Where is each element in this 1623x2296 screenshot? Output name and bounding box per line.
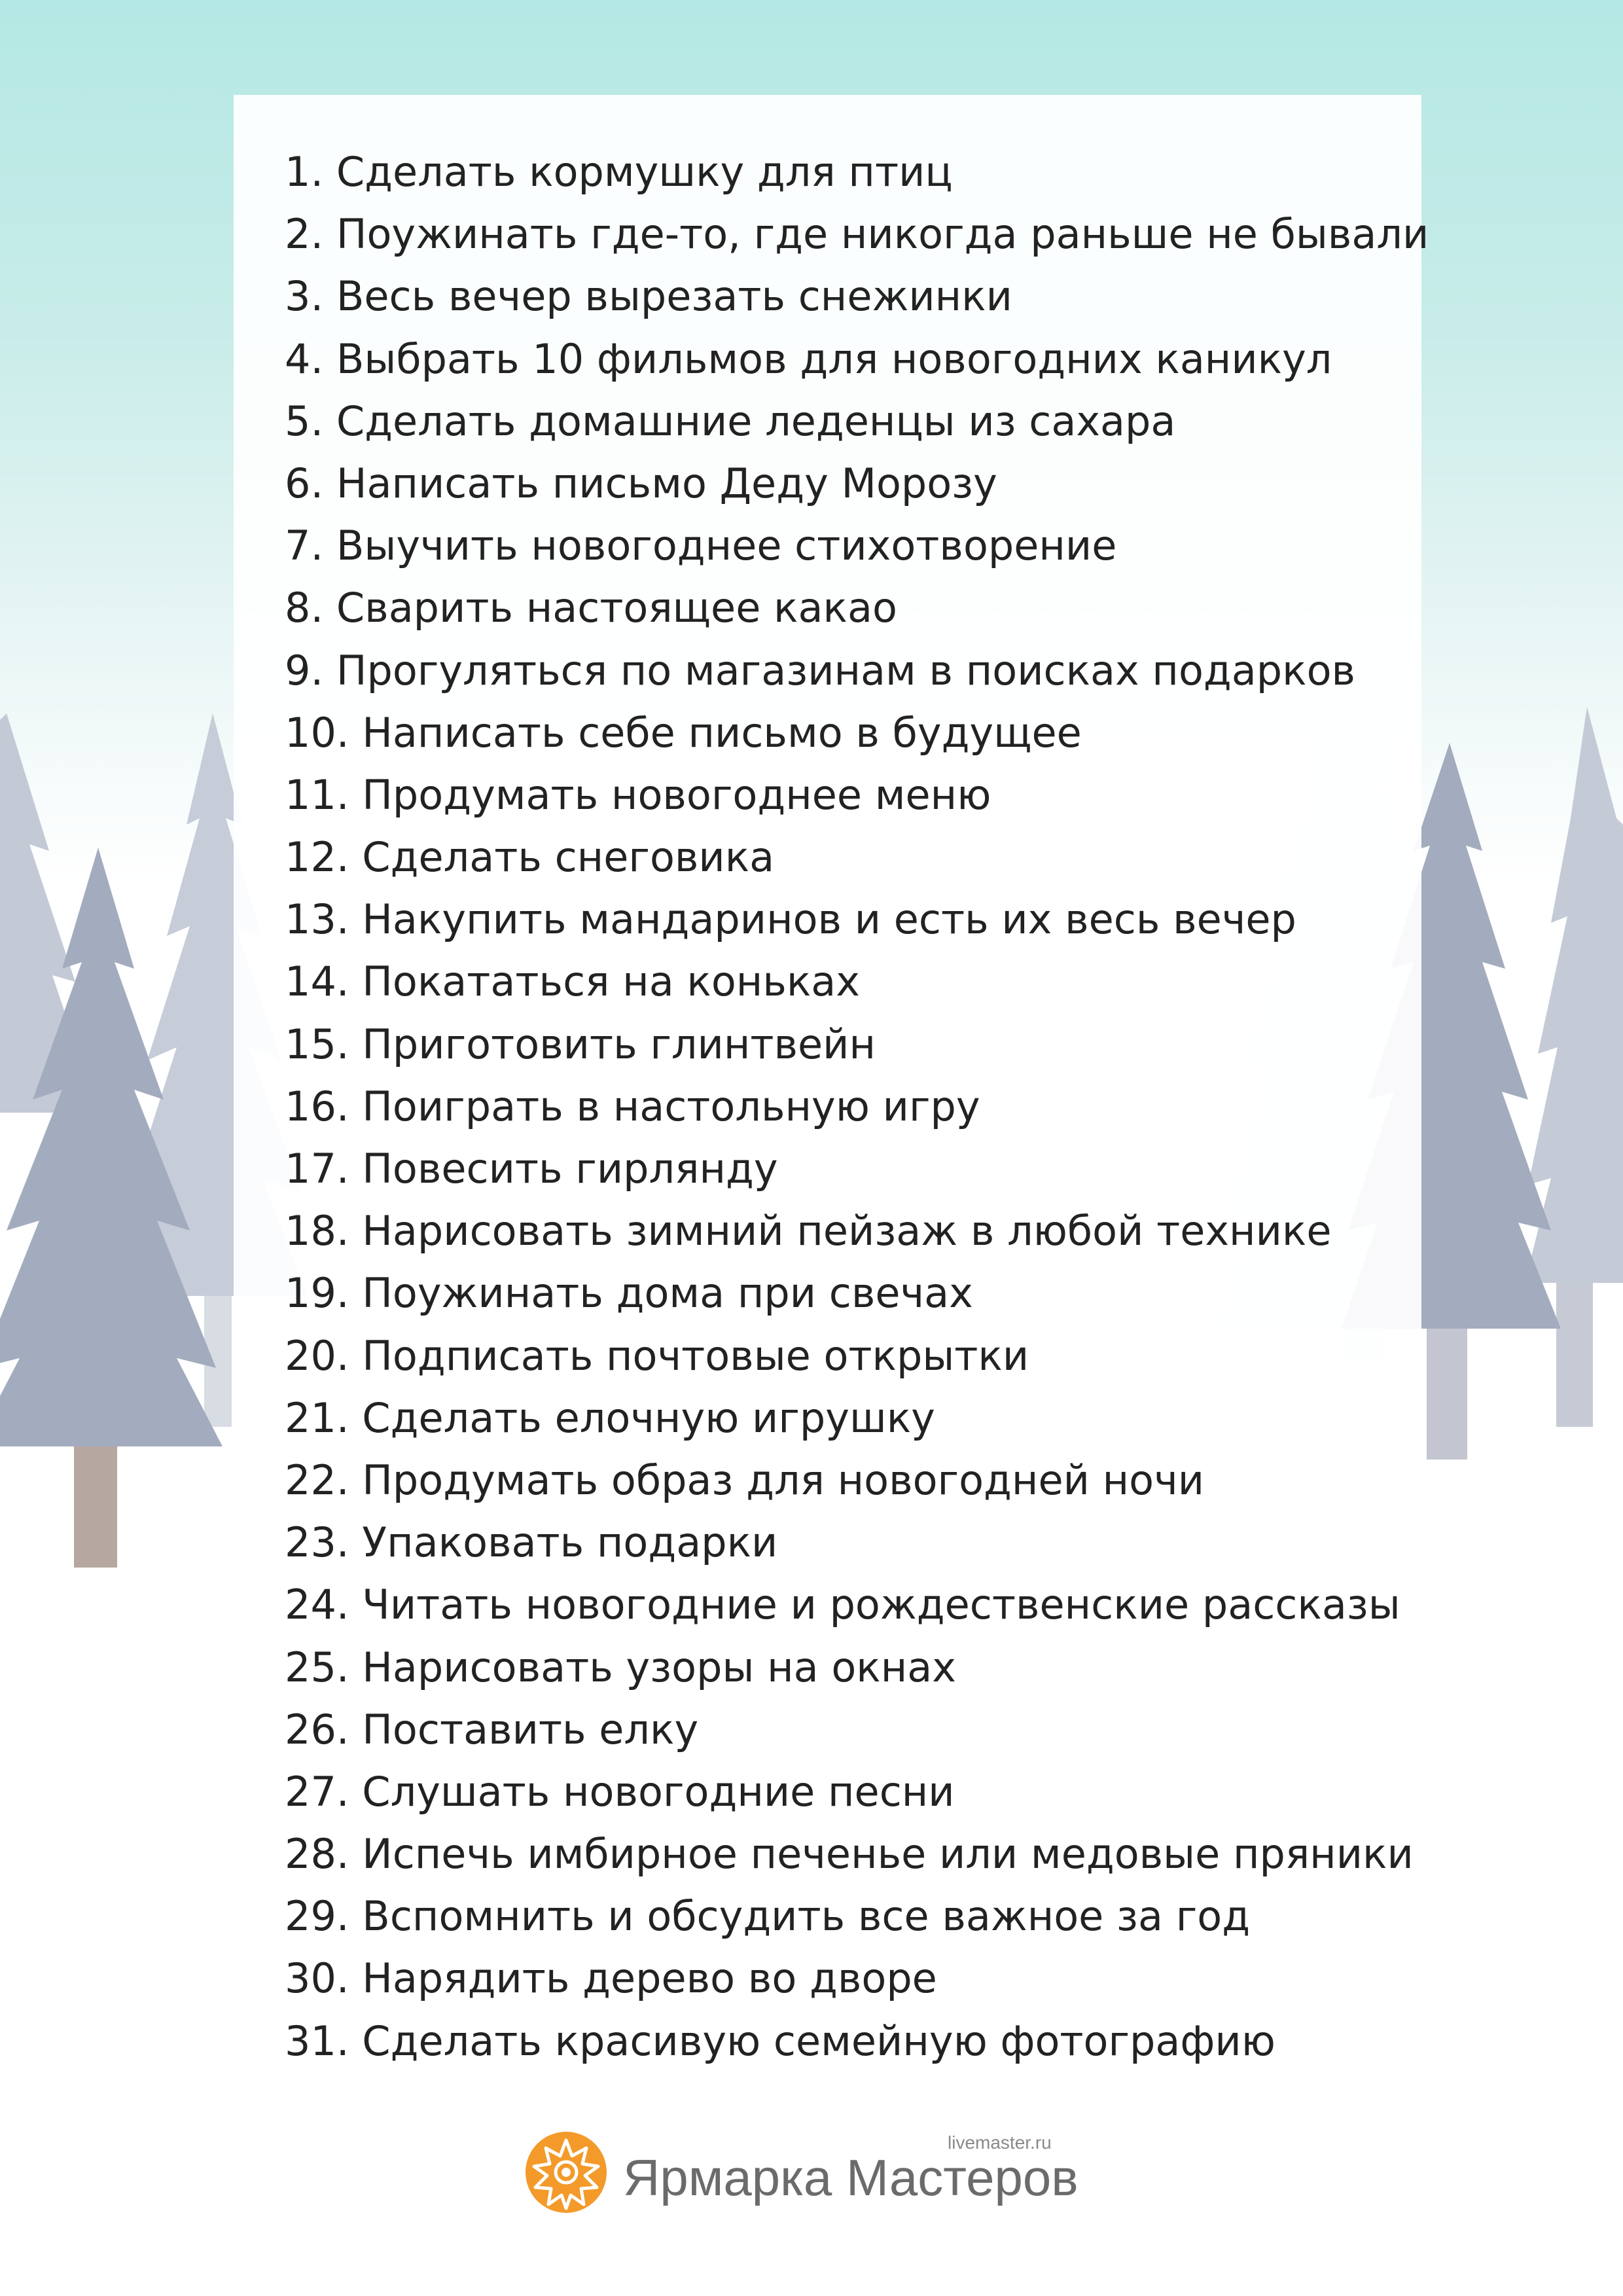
- list-item: 11. Продумать новогоднее меню: [285, 770, 991, 819]
- list-item: 15. Приготовить глинтвейн: [285, 1020, 876, 1068]
- list-item: 19. Поужинать дома при свечах: [285, 1269, 973, 1318]
- list-item: 14. Покататься на коньках: [285, 958, 860, 1006]
- list-item: 18. Нарисовать зимний пейзаж в любой технике: [285, 1207, 1332, 1255]
- list-item: 3. Весь вечер вырезать снежинки: [285, 272, 1012, 321]
- list-item: 17. Повесить гирлянду: [285, 1145, 778, 1193]
- list-item: 28. Испечь имбирное печенье или медовые пряники: [285, 1830, 1414, 1878]
- list-item: 22. Продумать образ для новогодней ночи: [285, 1456, 1204, 1504]
- list-item: 13. Накупить мандаринов и есть их весь вечер: [285, 895, 1296, 944]
- logo-url[interactable]: livemaster.ru: [948, 2132, 1052, 2153]
- list-item: 16. Поиграть в настольную игру: [285, 1082, 980, 1130]
- list-item: 4. Выбрать 10 фильмов для новогодних каникул: [285, 334, 1332, 383]
- list-item: 1. Сделать кормушку для птиц: [285, 148, 953, 196]
- list-item: 25. Нарисовать узоры на окнах: [285, 1643, 956, 1691]
- list-item: 23. Упаковать подарки: [285, 1518, 778, 1567]
- list-item: 24. Читать новогодние и рождественские рассказы: [285, 1581, 1400, 1629]
- sun-flower-logo-icon: [525, 2131, 607, 2214]
- list-item: 31. Сделать красивую семейную фотографию: [285, 2017, 1275, 2065]
- list-item: 2. Поужинать где-то, где никогда раньше не бывали: [285, 210, 1429, 259]
- list-item: 10. Написать себе письмо в будущее: [285, 708, 1082, 757]
- list-item: 26. Поставить елку: [285, 1705, 699, 1753]
- list-item: 8. Сварить настоящее какао: [285, 584, 897, 632]
- list-item: 27. Слушать новогодние песни: [285, 1767, 955, 1816]
- logo-brand-name: Ярмарка Мастеров: [623, 2149, 1079, 2206]
- list-item: 12. Сделать снеговика: [285, 833, 775, 882]
- list-item: 7. Выучить новогоднее стихотворение: [285, 522, 1117, 570]
- list-item: 30. Нарядить дерево во дворе: [285, 1954, 937, 2003]
- list-item: 21. Сделать елочную игрушку: [285, 1393, 935, 1442]
- list-item: 9. Прогуляться по магазинам в поисках подарков: [285, 646, 1356, 694]
- list-item: 29. Вспомнить и обсудить все важное за год: [285, 1892, 1251, 1941]
- list-item: 6. Написать письмо Деду Морозу: [285, 459, 997, 507]
- winter-todo-list: [285, 141, 1436, 2072]
- list-item: 20. Подписать почтовые открытки: [285, 1331, 1029, 1380]
- list-item: 5. Сделать домашние леденцы из сахара: [285, 397, 1176, 445]
